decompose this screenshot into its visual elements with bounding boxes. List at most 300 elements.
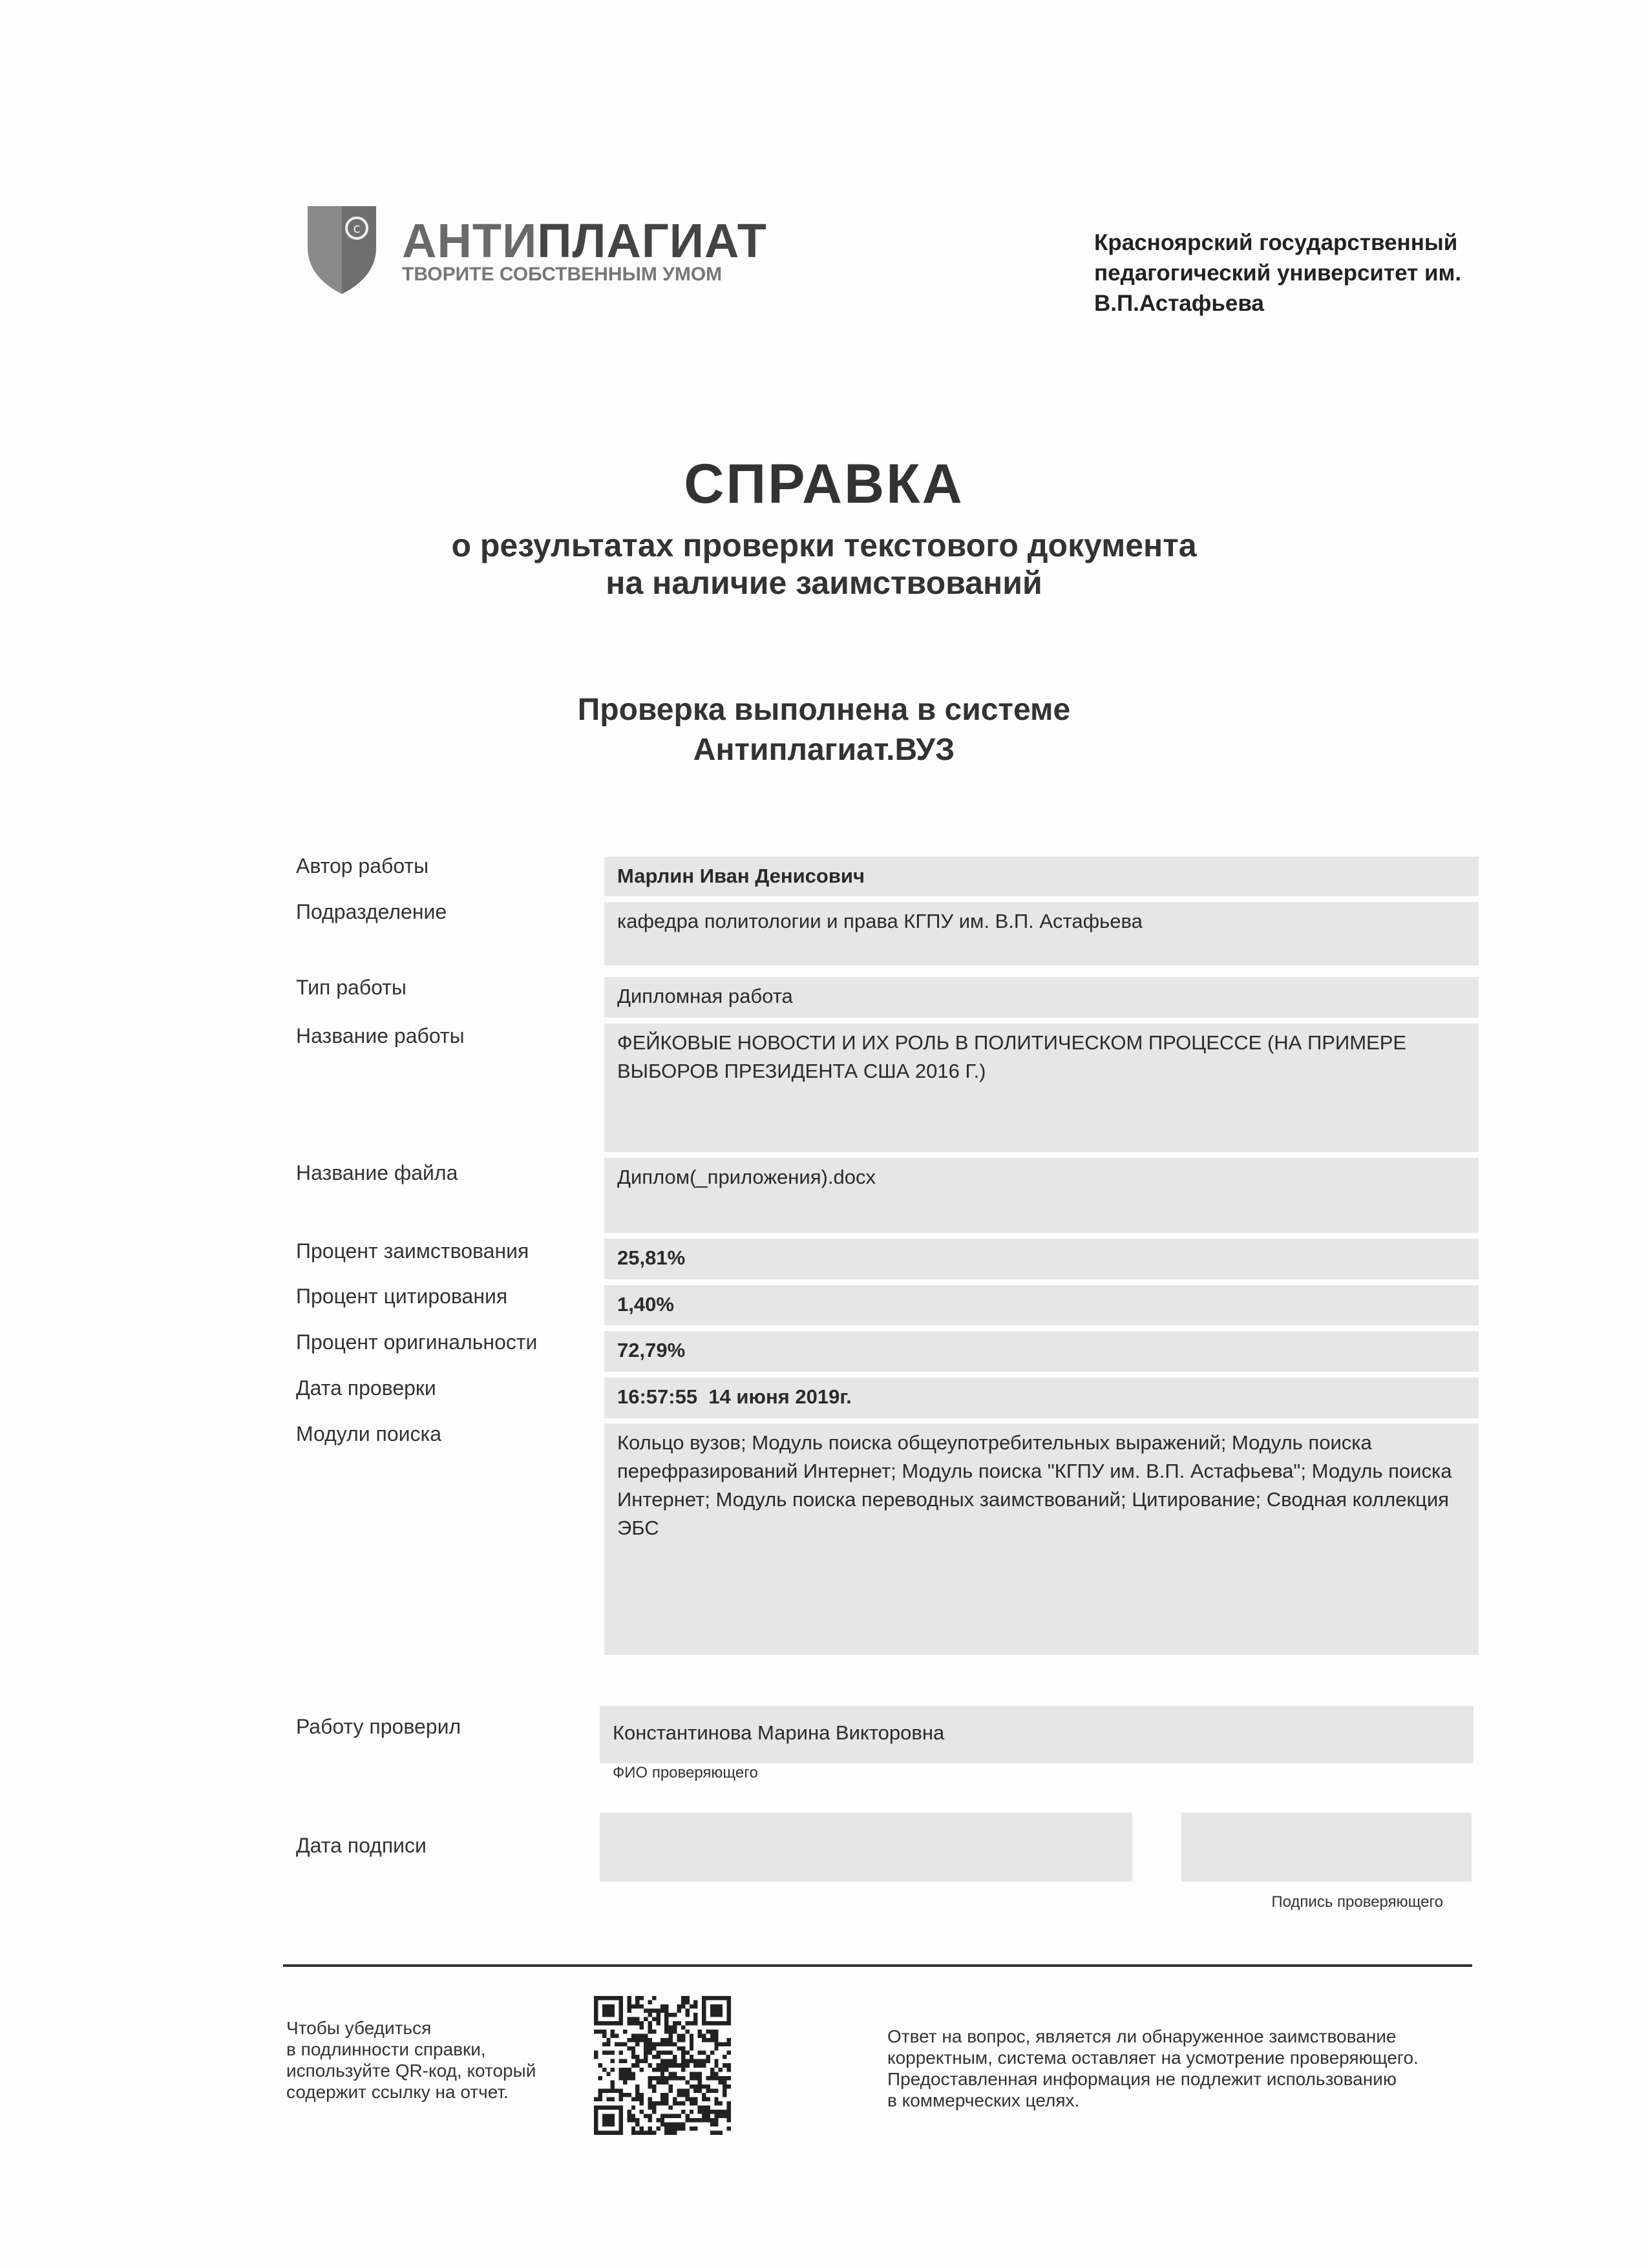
qr-module <box>640 2101 644 2106</box>
qr-module <box>669 2076 673 2081</box>
qr-module <box>606 2042 610 2047</box>
qr-module <box>681 2051 685 2055</box>
qr-module <box>631 2034 635 2039</box>
qr-module <box>677 2063 681 2068</box>
qr-module <box>660 2051 664 2055</box>
qr-module <box>619 2097 623 2101</box>
qr-module <box>660 2097 664 2101</box>
qr-module <box>727 2038 731 2042</box>
qr-finder <box>710 2004 723 2017</box>
qr-module <box>631 2097 635 2101</box>
qr-module <box>719 2076 723 2081</box>
qr-module <box>681 2026 685 2030</box>
qr-module <box>690 2072 693 2076</box>
svg-text:c: c <box>353 220 361 236</box>
qr-module <box>706 2088 710 2093</box>
qr-module <box>714 2059 718 2064</box>
qr-module <box>635 2000 639 2005</box>
qr-module <box>690 2004 693 2009</box>
check-date-value: 16:57:55 14 июня 2019г. <box>617 1385 852 1408</box>
qr-module <box>631 2021 635 2026</box>
qr-module <box>681 2034 685 2039</box>
originality-value: 72,79% <box>617 1339 686 1361</box>
page-title: СПРАВКА <box>684 453 964 515</box>
qr-module <box>693 2084 697 2089</box>
qr-module <box>677 2122 681 2126</box>
qr-module <box>685 2013 689 2017</box>
antiplagiat-shield-icon <box>304 202 380 297</box>
qr-module <box>648 2097 652 2101</box>
qr-module <box>714 2114 718 2118</box>
qr-module <box>606 2072 610 2076</box>
qr-module <box>631 2105 635 2110</box>
qr-module <box>702 2097 706 2101</box>
qr-module <box>640 2004 644 2009</box>
qr-module <box>611 2084 615 2089</box>
department-label: Подразделение <box>296 900 447 923</box>
qr-module <box>698 2072 702 2076</box>
qr-module <box>677 2009 681 2013</box>
qr-module <box>669 2026 673 2030</box>
qr-module <box>652 2009 656 2013</box>
qr-module <box>727 2101 731 2106</box>
qr-module <box>690 2118 693 2123</box>
qr-module <box>681 2046 685 2051</box>
qr-module <box>631 2118 635 2123</box>
qr-module <box>693 2126 697 2131</box>
qr-module <box>714 2088 718 2093</box>
qr-module <box>698 2051 702 2055</box>
qr-module <box>681 2110 685 2114</box>
qr-module <box>627 2021 631 2026</box>
qr-module <box>598 2076 602 2081</box>
qr-module <box>710 2130 714 2135</box>
system-name: Антиплагиат.ВУЗ <box>693 733 955 767</box>
qr-module <box>698 2118 702 2123</box>
qr-module <box>714 2101 718 2106</box>
system-info <box>0 690 1648 770</box>
qr-module <box>669 2122 673 2126</box>
qr-module <box>727 2110 731 2114</box>
footer-divider <box>283 1964 1472 1967</box>
qr-module <box>723 2076 726 2081</box>
qr-module <box>685 2009 689 2013</box>
qr-module <box>706 2114 710 2118</box>
qr-module <box>706 2055 710 2059</box>
qr-module <box>727 2076 731 2081</box>
disclaimer-line: Предоставленная информация не подлежит использованию <box>887 2069 1397 2089</box>
qr-module <box>714 2110 718 2114</box>
qr-module <box>611 2080 615 2084</box>
qr-module <box>635 1996 639 2000</box>
qr-module <box>710 2072 714 2076</box>
qr-module <box>690 2076 693 2081</box>
qr-module <box>681 2126 685 2131</box>
qr-module <box>652 1996 656 2000</box>
qr-module <box>611 2034 615 2039</box>
qr-module <box>631 2055 635 2059</box>
qr-module <box>685 2114 689 2118</box>
qr-module <box>673 2122 677 2126</box>
qr-module <box>723 2088 726 2093</box>
qr-module <box>702 2114 706 2118</box>
qr-module <box>685 2059 689 2064</box>
qr-module <box>656 2021 660 2026</box>
qr-module <box>690 2042 693 2047</box>
qr-module <box>673 2126 677 2131</box>
qr-module <box>727 2118 731 2123</box>
qr-module <box>719 2068 723 2072</box>
qr-module <box>627 2000 631 2005</box>
borrowing-value: 25,81% <box>617 1246 686 1269</box>
qr-module <box>673 2130 677 2135</box>
qr-module <box>719 2101 723 2106</box>
qr-module <box>685 2080 689 2084</box>
qr-module <box>660 2122 664 2126</box>
qr-module <box>714 2072 718 2076</box>
qr-module <box>623 2093 627 2097</box>
qr-module <box>611 2088 615 2093</box>
qr-module <box>690 2021 693 2026</box>
qr-module <box>594 2055 598 2059</box>
qr-module <box>619 2042 623 2047</box>
qr-module <box>664 2122 668 2126</box>
qr-module <box>631 2051 635 2055</box>
qr-module <box>648 2101 652 2106</box>
qr-module <box>648 2084 652 2089</box>
check-date-field <box>604 1378 1479 1418</box>
qr-module <box>719 2080 723 2084</box>
modules-value: Кольцо вузов; Модуль поиска общеупотребительных выражений; Модуль поиска перефразирований Интернет; Модуль поиска "КГПУ им. В.П. Астафьева"; Модуль поиска Интернет; Модуль поиска переводных заимствований; Цитирование; Сводная коллекция ЭБС <box>617 1431 1452 1539</box>
qr-module <box>719 2114 723 2118</box>
qr-module <box>690 2097 693 2101</box>
qr-module <box>710 2038 714 2042</box>
qr-module <box>627 2076 631 2081</box>
qr-module <box>669 2130 673 2135</box>
qr-module <box>702 2084 706 2089</box>
qr-module <box>723 2080 726 2084</box>
qr-module <box>656 2013 660 2017</box>
qr-module <box>656 2126 660 2131</box>
disclaimer <box>887 2026 1419 2111</box>
qr-module <box>623 2059 627 2064</box>
modules-label: Модули поиска <box>296 1422 442 1445</box>
qr-module <box>627 2046 631 2051</box>
qr-module <box>648 2051 652 2055</box>
qr-code[interactable] <box>594 1996 731 2135</box>
qr-module <box>664 2076 668 2081</box>
qr-module <box>635 2084 639 2089</box>
qr-module <box>706 2118 710 2123</box>
qr-module <box>710 2051 714 2055</box>
qr-module <box>681 2122 685 2126</box>
qr-module <box>606 2097 610 2101</box>
qr-module <box>594 2051 598 2055</box>
checked-by-value: Константинова Марина Викторовна <box>613 1721 945 1744</box>
qr-module <box>714 2076 718 2081</box>
qr-module <box>627 1996 631 2000</box>
qr-module <box>669 2042 673 2047</box>
qr-module <box>627 2114 631 2118</box>
qr-module <box>615 2088 618 2093</box>
qr-module <box>623 2042 627 2047</box>
qr-module <box>719 2130 723 2135</box>
qr-module <box>648 2114 652 2118</box>
qr-hint-line: содержит ссылку на отчет. <box>286 2082 509 2102</box>
qr-module <box>611 2051 615 2055</box>
author-field <box>604 857 1479 896</box>
qr-module <box>594 2030 598 2034</box>
qr-module <box>669 2059 673 2064</box>
qr-module <box>660 2072 664 2076</box>
work-title-value: ФЕЙКОВЫЕ НОВОСТИ И ИХ РОЛЬ В ПОЛИТИЧЕСКОМ ПРОЦЕССЕ (НА ПРИМЕРЕ ВЫБОРОВ ПРЕЗИДЕНТА США 2016 Г.) <box>617 1031 1407 1082</box>
qr-module <box>648 2080 652 2084</box>
qr-module <box>611 2097 615 2101</box>
qr-module <box>714 2118 718 2123</box>
qr-module <box>652 2076 656 2081</box>
qr-module <box>660 2114 664 2118</box>
qr-hint-line: используйте QR-код, который <box>286 2061 536 2081</box>
qr-module <box>644 2114 648 2118</box>
qr-module <box>627 2068 631 2072</box>
qr-module <box>702 2105 706 2110</box>
qr-module <box>652 2030 656 2034</box>
qr-module <box>706 2076 710 2081</box>
qr-module <box>693 2004 697 2009</box>
qr-module <box>598 2093 602 2097</box>
qr-module <box>677 2038 681 2042</box>
qr-module <box>681 2000 685 2005</box>
qr-module <box>602 2088 606 2093</box>
qr-module <box>681 2068 685 2072</box>
qr-module <box>681 1996 685 2000</box>
qr-module <box>652 2130 656 2135</box>
qr-module <box>635 2088 639 2093</box>
borrowing-field <box>604 1239 1479 1279</box>
qr-module <box>693 2076 697 2081</box>
qr-module <box>664 2068 668 2072</box>
qr-module <box>640 2038 644 2042</box>
qr-module <box>602 2030 606 2034</box>
qr-module <box>677 2101 681 2106</box>
qr-module <box>602 2068 606 2072</box>
qr-module <box>673 2114 677 2118</box>
qr-module <box>652 2055 656 2059</box>
qr-module <box>656 2101 660 2106</box>
qr-module <box>611 2059 615 2064</box>
qr-module <box>714 2130 718 2135</box>
qr-module <box>727 2042 731 2047</box>
qr-module <box>644 2017 648 2022</box>
work-type-value: Дипломная работа <box>617 985 793 1007</box>
qr-module <box>652 2017 656 2022</box>
qr-module <box>598 2097 602 2101</box>
borrowing-label: Процент заимствования <box>296 1239 529 1263</box>
citation-value: 1,40% <box>617 1293 674 1316</box>
qr-module <box>664 2004 668 2009</box>
qr-module <box>673 2076 677 2081</box>
qr-module <box>635 2021 639 2026</box>
qr-module <box>685 2051 689 2055</box>
qr-module <box>669 2030 673 2034</box>
qr-module <box>677 2046 681 2051</box>
qr-module <box>619 2076 623 2081</box>
qr-module <box>669 2051 673 2055</box>
qr-module <box>669 2126 673 2131</box>
qr-module <box>690 2038 693 2042</box>
qr-module <box>623 2072 627 2076</box>
qr-module <box>664 2009 668 2013</box>
qr-module <box>698 2080 702 2084</box>
qr-module <box>681 2063 685 2068</box>
qr-module <box>673 2063 677 2068</box>
qr-module <box>693 2063 697 2068</box>
qr-module <box>693 2000 697 2005</box>
qr-module <box>635 2063 639 2068</box>
qr-module <box>623 2068 627 2072</box>
qr-module <box>635 2097 639 2101</box>
qr-module <box>644 2034 648 2039</box>
qr-module <box>648 2038 652 2042</box>
check-date-label: Дата проверки <box>296 1376 436 1400</box>
qr-module <box>648 2026 652 2030</box>
qr-module <box>698 2059 702 2064</box>
qr-module <box>714 2046 718 2051</box>
checked-by-field <box>600 1706 1474 1763</box>
qr-module <box>648 2105 652 2110</box>
qr-module <box>640 2110 644 2114</box>
university-line: В.П.Астафьева <box>1094 291 1264 316</box>
qr-module <box>664 2063 668 2068</box>
qr-module <box>693 2101 697 2106</box>
qr-module <box>702 2034 706 2039</box>
qr-module <box>594 2097 598 2101</box>
qr-module <box>640 2093 644 2097</box>
qr-module <box>673 2055 677 2059</box>
qr-module <box>727 2114 731 2118</box>
qr-module <box>673 2042 677 2047</box>
qr-module <box>656 2051 660 2055</box>
qr-module <box>606 2051 610 2055</box>
qr-module <box>623 2076 627 2081</box>
qr-module <box>685 2063 689 2068</box>
qr-module <box>611 2068 615 2072</box>
qr-module <box>719 2110 723 2114</box>
qr-module <box>669 2034 673 2039</box>
system-line: Проверка выполнена в системе <box>577 693 1071 727</box>
qr-module <box>664 2097 668 2101</box>
qr-module <box>631 2114 635 2118</box>
qr-module <box>669 2088 673 2093</box>
qr-module <box>698 2110 702 2114</box>
qr-module <box>644 2055 648 2059</box>
qr-finder <box>602 2004 615 2017</box>
qr-module <box>611 2030 615 2034</box>
qr-module <box>627 2017 631 2022</box>
qr-module <box>631 2063 635 2068</box>
qr-module <box>702 2038 706 2042</box>
qr-module <box>635 2122 639 2126</box>
qr-module <box>656 2063 660 2068</box>
qr-module <box>619 2093 623 2097</box>
qr-hint-line: в подлинности справки, <box>286 2039 486 2059</box>
department-value: кафедра политологии и права КГПУ им. В.П. Астафьева <box>617 910 1143 932</box>
qr-module <box>664 2101 668 2106</box>
qr-module <box>698 2105 702 2110</box>
sign-date-label: Дата подписи <box>296 1834 427 1857</box>
qr-module <box>685 2118 689 2123</box>
qr-module <box>660 2080 664 2084</box>
qr-module <box>714 2122 718 2126</box>
qr-module <box>681 2088 685 2093</box>
originality-label: Процент оригинальности <box>296 1330 538 1354</box>
qr-module <box>723 2063 726 2068</box>
university-name <box>1094 227 1461 319</box>
qr-module <box>640 2034 644 2039</box>
qr-module <box>714 2030 718 2034</box>
qr-module <box>619 2068 623 2072</box>
qr-module <box>627 2118 631 2123</box>
qr-module <box>710 2088 714 2093</box>
qr-module <box>723 2084 726 2089</box>
qr-module <box>640 1996 644 2000</box>
qr-module <box>664 2021 668 2026</box>
qr-module <box>664 2093 668 2097</box>
qr-module <box>685 2088 689 2093</box>
qr-module <box>623 2080 627 2084</box>
qr-module <box>702 2059 706 2064</box>
originality-field <box>604 1331 1479 1372</box>
qr-module <box>627 2009 631 2013</box>
qr-module <box>723 2055 726 2059</box>
qr-module <box>648 2013 652 2017</box>
qr-module <box>673 2101 677 2106</box>
work-type-field <box>604 977 1479 1018</box>
qr-module <box>598 2088 602 2093</box>
qr-module <box>652 2105 656 2110</box>
qr-module <box>648 2063 652 2068</box>
qr-module <box>606 2038 610 2042</box>
qr-module <box>727 2084 731 2089</box>
qr-module <box>714 2042 718 2047</box>
work-title-label: Название работы <box>296 1024 465 1047</box>
qr-module <box>681 2076 685 2081</box>
qr-module <box>669 2063 673 2068</box>
qr-module <box>602 2042 606 2047</box>
qr-module <box>656 2080 660 2084</box>
qr-module <box>602 2051 606 2055</box>
qr-module <box>619 2072 623 2076</box>
qr-module <box>693 2013 697 2017</box>
qr-module <box>685 1996 689 2000</box>
qr-module <box>648 2118 652 2123</box>
file-name-label: Название файла <box>296 1161 458 1184</box>
qr-module <box>656 2017 660 2022</box>
qr-module <box>656 2068 660 2072</box>
qr-module <box>706 2097 710 2101</box>
qr-module <box>693 2072 697 2076</box>
qr-module <box>619 2088 623 2093</box>
qr-module <box>681 2004 685 2009</box>
qr-module <box>598 2063 602 2068</box>
qr-module <box>693 2021 697 2026</box>
qr-module <box>664 2013 668 2017</box>
qr-module <box>644 2059 648 2064</box>
university-line: Красноярский государственный <box>1094 230 1458 255</box>
qr-module <box>635 2004 639 2009</box>
qr-module <box>690 2084 693 2089</box>
qr-module <box>660 2059 664 2064</box>
